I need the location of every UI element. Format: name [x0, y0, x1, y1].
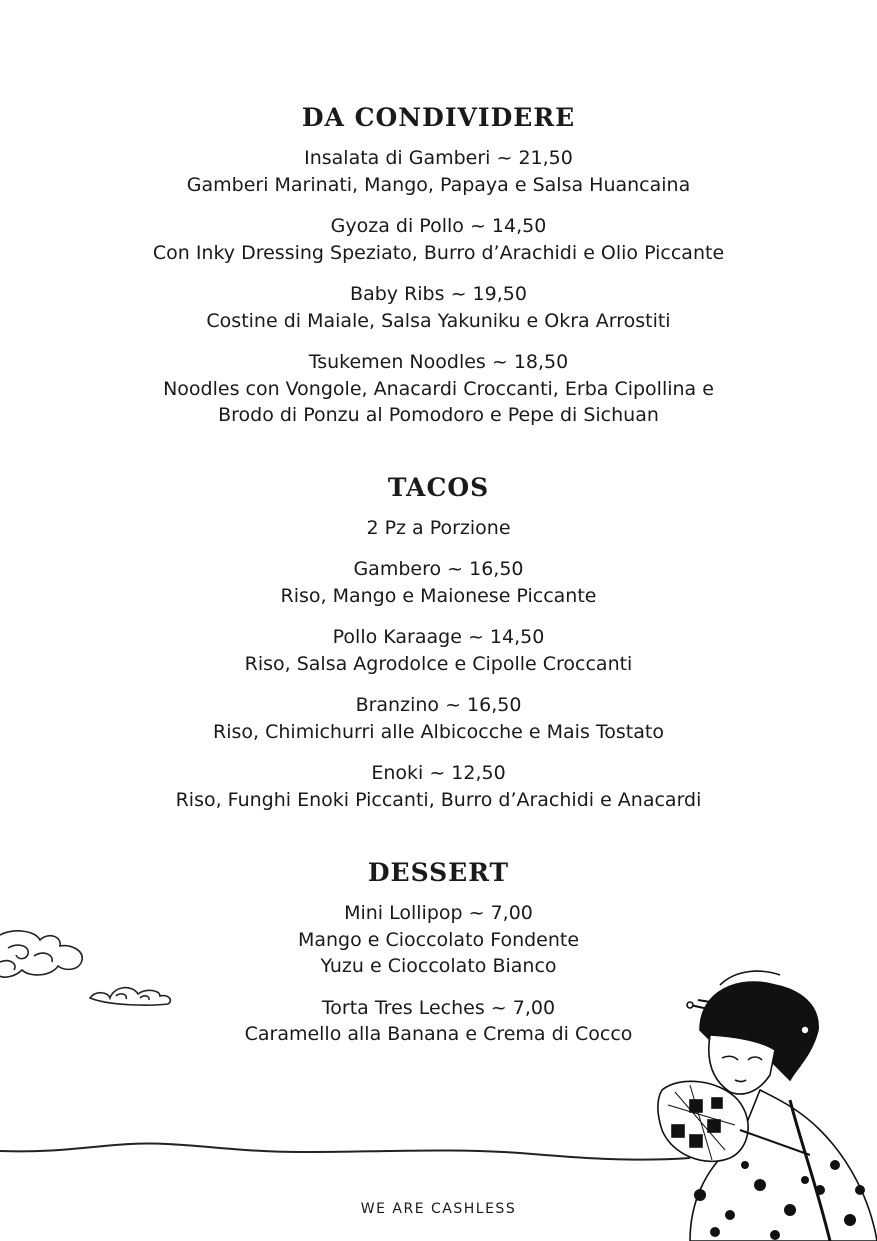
item-name: Tsukemen Noodles — [308, 351, 486, 373]
item-name: Baby Ribs — [350, 283, 445, 305]
cloud-illustration — [0, 931, 170, 1005]
item-name: Mini Lollipop — [344, 902, 463, 924]
item-description: Caramello alla Banana e Crema di Cocco — [244, 1023, 633, 1045]
item-name: Insalata di Gamberi — [304, 147, 491, 169]
item-name: Pollo Karaage — [332, 626, 462, 648]
section-title: TACOS — [387, 473, 490, 502]
item-price: 7,00 — [490, 902, 533, 924]
price-separator: ~ — [491, 351, 508, 373]
section-title: DESSERT — [367, 858, 510, 887]
price-separator: ~ — [429, 762, 446, 784]
price-separator: ~ — [450, 283, 467, 305]
price-separator: ~ — [447, 558, 464, 580]
item-name: Enoki — [371, 762, 424, 784]
item-description: Brodo di Ponzu al Pomodoro e Pepe di Sichuan — [218, 404, 659, 426]
price-separator: ~ — [496, 147, 513, 169]
price-separator: ~ — [469, 215, 486, 237]
item-price: 7,00 — [512, 996, 556, 1019]
item-price: 16,50 — [467, 694, 522, 716]
item-description: Riso, Funghi Enoki Piccanti, Burro d’Arachidi e Anacardi — [175, 788, 702, 811]
item-price: 14,50 — [491, 215, 547, 237]
section-subtitle: 2 Pz a Porzione — [366, 517, 511, 539]
section-title: DA CONDIVIDERE — [301, 103, 576, 132]
price-separator: ~ — [468, 902, 485, 924]
wave-line — [0, 1143, 690, 1159]
item-description: Riso, Chimichurri alle Albicocche e Mais Tostato — [213, 720, 664, 743]
item-price: 14,50 — [489, 626, 545, 648]
item-description: Yuzu e Cioccolato Bianco — [320, 955, 557, 977]
item-description: Riso, Mango e Maionese Piccante — [280, 584, 597, 607]
item-name: Torta Tres Leches — [321, 996, 485, 1019]
cashless-notice: WE ARE CASHLESS — [360, 1201, 517, 1217]
item-name: Gambero — [353, 558, 442, 580]
item-name: Branzino — [355, 694, 440, 716]
price-separator: ~ — [467, 626, 484, 648]
item-description: Mango e Cioccolato Fondente — [297, 928, 580, 951]
item-price: 16,50 — [469, 558, 524, 580]
item-price: 19,50 — [472, 283, 527, 305]
item-name: Gyoza di Pollo — [330, 215, 464, 237]
item-price: 21,50 — [518, 147, 573, 169]
item-price: 12,50 — [451, 762, 506, 784]
price-separator: ~ — [445, 694, 461, 716]
item-price: 18,50 — [513, 351, 569, 373]
item-description: Riso, Salsa Agrodolce e Cipolle Croccanti — [244, 652, 633, 675]
item-description: Con Inky Dressing Speziato, Burro d’Arachidi e Olio Piccante — [152, 241, 725, 264]
item-description: Noodles con Vongole, Anacardi Croccanti, Erba Cipollina e — [163, 377, 714, 400]
item-description: Gamberi Marinati, Mango, Papaya e Salsa Huancaina — [186, 173, 691, 196]
item-description: Costine di Maiale, Salsa Yakuniku e Okra Arrostiti — [206, 309, 671, 332]
price-separator: ~ — [490, 996, 507, 1019]
